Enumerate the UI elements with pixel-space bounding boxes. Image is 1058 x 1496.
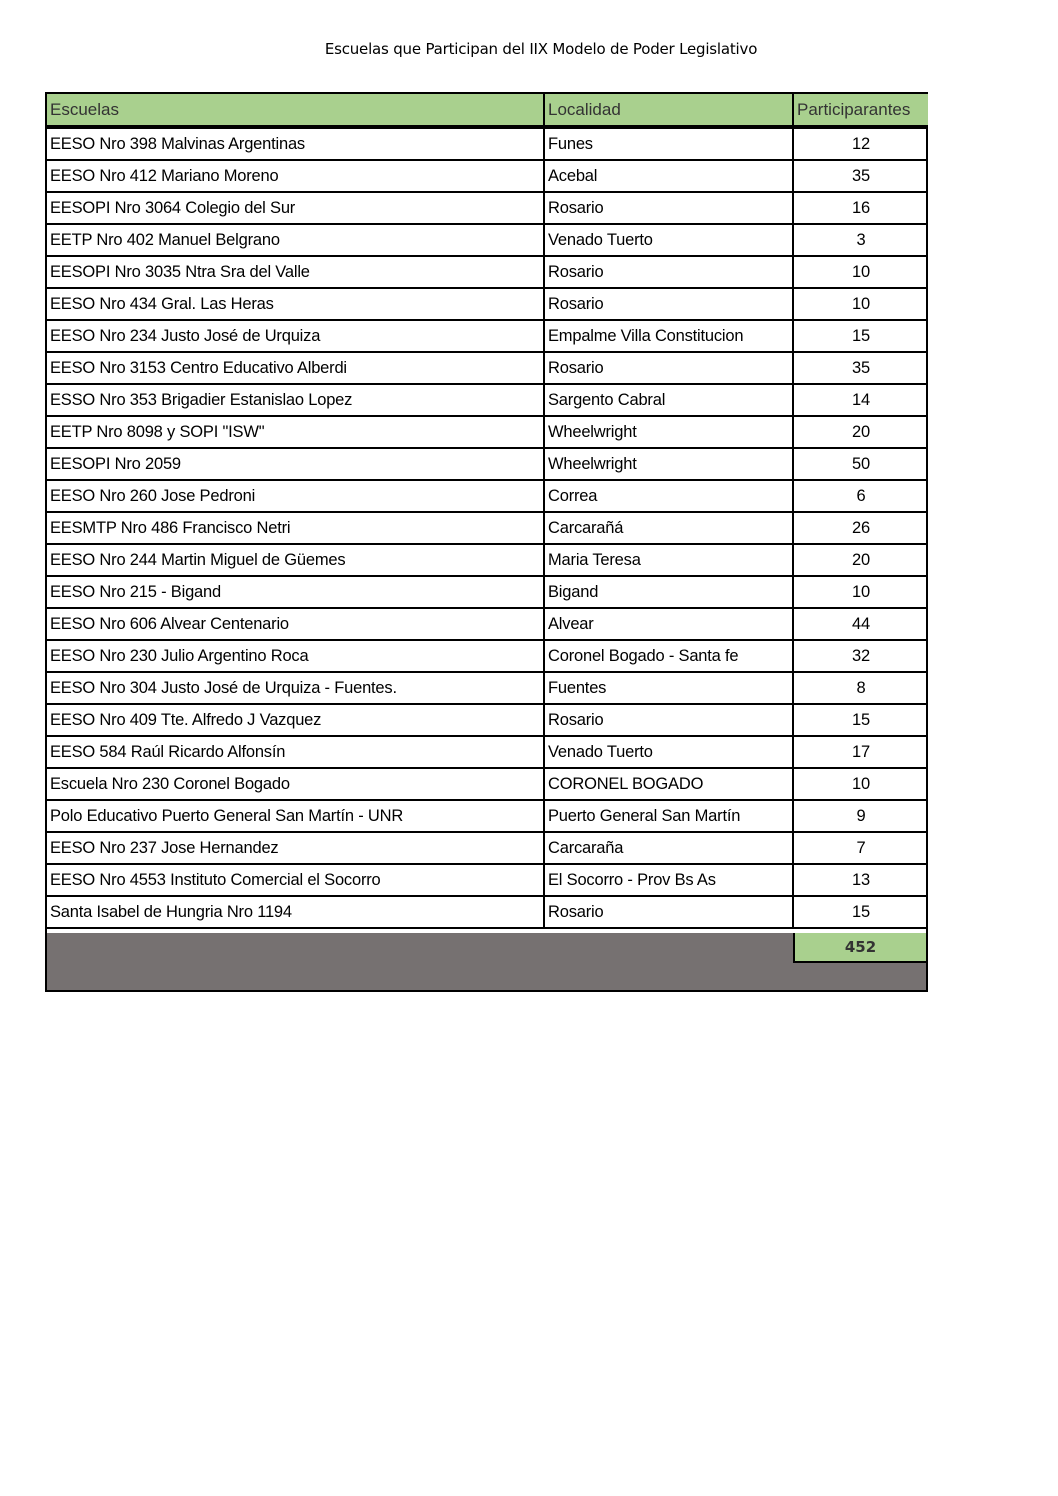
table-row bbox=[47, 384, 928, 416]
header-participantes: Participarantes bbox=[793, 94, 928, 127]
cell-participantes: 16 bbox=[793, 192, 928, 224]
cell-escuela: EESO Nro 434 Gral. Las Heras bbox=[47, 288, 544, 320]
cell-participantes: 10 bbox=[793, 288, 928, 320]
cell-escuela: EESMTP Nro 486 Francisco Netri bbox=[47, 512, 544, 544]
cell-participantes: 6 bbox=[793, 480, 928, 512]
cell-participantes: 44 bbox=[793, 608, 928, 640]
cell-localidad: Wheelwright bbox=[544, 416, 793, 448]
table-row bbox=[47, 896, 928, 928]
table-row bbox=[47, 768, 928, 800]
cell-escuela: EESO Nro 215 - Bigand bbox=[47, 576, 544, 608]
cell-escuela: Santa Isabel de Hungria Nro 1194 bbox=[47, 896, 544, 928]
cell-localidad: Rosario bbox=[544, 192, 793, 224]
cell-participantes: 20 bbox=[793, 416, 928, 448]
cell-participantes: 20 bbox=[793, 544, 928, 576]
cell-escuela: EESOPI Nro 2059 bbox=[47, 448, 544, 480]
cell-participantes: 14 bbox=[793, 384, 928, 416]
schools-table-frame bbox=[45, 92, 928, 992]
table-row bbox=[47, 224, 928, 256]
cell-localidad: El Socorro - Prov Bs As bbox=[544, 864, 793, 896]
cell-escuela: EESO Nro 409 Tte. Alfredo J Vazquez bbox=[47, 704, 544, 736]
cell-escuela: Escuela Nro 230 Coronel Bogado bbox=[47, 768, 544, 800]
table-row bbox=[47, 736, 928, 768]
cell-localidad: Carcarañá bbox=[544, 512, 793, 544]
cell-localidad: Correa bbox=[544, 480, 793, 512]
cell-participantes: 9 bbox=[793, 800, 928, 832]
table-row bbox=[47, 800, 928, 832]
cell-participantes: 17 bbox=[793, 736, 928, 768]
header-escuelas: Escuelas bbox=[47, 94, 544, 127]
table-header-row bbox=[47, 94, 928, 127]
cell-participantes: 13 bbox=[793, 864, 928, 896]
cell-escuela: EESO Nro 606 Alvear Centenario bbox=[47, 608, 544, 640]
table-body bbox=[47, 127, 928, 928]
cell-localidad: Venado Tuerto bbox=[544, 224, 793, 256]
table-row bbox=[47, 704, 928, 736]
table-row bbox=[47, 352, 928, 384]
cell-localidad: Maria Teresa bbox=[544, 544, 793, 576]
table-row bbox=[47, 672, 928, 704]
cell-escuela: EESO Nro 237 Jose Hernandez bbox=[47, 832, 544, 864]
table-row bbox=[47, 288, 928, 320]
cell-localidad: Sargento Cabral bbox=[544, 384, 793, 416]
table-row bbox=[47, 832, 928, 864]
table-row bbox=[47, 320, 928, 352]
cell-escuela: EESO Nro 230 Julio Argentino Roca bbox=[47, 640, 544, 672]
schools-table bbox=[47, 94, 928, 929]
cell-localidad: Fuentes bbox=[544, 672, 793, 704]
cell-escuela: EESO Nro 4553 Instituto Comercial el Socorro bbox=[47, 864, 544, 896]
cell-localidad: Rosario bbox=[544, 288, 793, 320]
cell-participantes: 32 bbox=[793, 640, 928, 672]
total-participantes: 452 bbox=[793, 933, 926, 963]
table-row bbox=[47, 256, 928, 288]
cell-participantes: 26 bbox=[793, 512, 928, 544]
cell-participantes: 10 bbox=[793, 768, 928, 800]
cell-participantes: 15 bbox=[793, 320, 928, 352]
cell-escuela: EETP Nro 8098 y SOPI "ISW" bbox=[47, 416, 544, 448]
cell-participantes: 3 bbox=[793, 224, 928, 256]
cell-localidad: Carcaraña bbox=[544, 832, 793, 864]
cell-localidad: Acebal bbox=[544, 160, 793, 192]
cell-localidad: Bigand bbox=[544, 576, 793, 608]
cell-escuela: EESO 584 Raúl Ricardo Alfonsín bbox=[47, 736, 544, 768]
cell-localidad: Puerto General San Martín bbox=[544, 800, 793, 832]
cell-escuela: EESO Nro 398 Malvinas Argentinas bbox=[47, 127, 544, 160]
cell-localidad: Rosario bbox=[544, 256, 793, 288]
cell-participantes: 10 bbox=[793, 576, 928, 608]
table-row bbox=[47, 416, 928, 448]
table-row bbox=[47, 127, 928, 160]
cell-participantes: 10 bbox=[793, 256, 928, 288]
table-row bbox=[47, 480, 928, 512]
cell-localidad: Funes bbox=[544, 127, 793, 160]
table-row bbox=[47, 160, 928, 192]
table-row bbox=[47, 512, 928, 544]
cell-participantes: 15 bbox=[793, 704, 928, 736]
cell-localidad: CORONEL BOGADO bbox=[544, 768, 793, 800]
table-row bbox=[47, 576, 928, 608]
cell-localidad: Rosario bbox=[544, 896, 793, 928]
cell-localidad: Empalme Villa Constitucion bbox=[544, 320, 793, 352]
document-title: Escuelas que Participan del IIX Modelo de Poder Legislativo bbox=[324, 40, 758, 58]
cell-escuela: EESO Nro 3153 Centro Educativo Alberdi bbox=[47, 352, 544, 384]
cell-localidad: Coronel Bogado - Santa fe bbox=[544, 640, 793, 672]
table-row bbox=[47, 544, 928, 576]
table-row bbox=[47, 608, 928, 640]
header-localidad: Localidad bbox=[544, 94, 793, 127]
table-row bbox=[47, 192, 928, 224]
table-row bbox=[47, 864, 928, 896]
cell-escuela: EESO Nro 244 Martin Miguel de Güemes bbox=[47, 544, 544, 576]
cell-escuela: EETP Nro 402 Manuel Belgrano bbox=[47, 224, 544, 256]
cell-localidad: Rosario bbox=[544, 704, 793, 736]
cell-participantes: 50 bbox=[793, 448, 928, 480]
cell-escuela: EESOPI Nro 3064 Colegio del Sur bbox=[47, 192, 544, 224]
cell-localidad: Venado Tuerto bbox=[544, 736, 793, 768]
table-row bbox=[47, 448, 928, 480]
cell-participantes: 12 bbox=[793, 127, 928, 160]
cell-participantes: 15 bbox=[793, 896, 928, 928]
cell-participantes: 8 bbox=[793, 672, 928, 704]
table-row bbox=[47, 640, 928, 672]
cell-escuela: EESO Nro 412 Mariano Moreno bbox=[47, 160, 544, 192]
cell-escuela: EESOPI Nro 3035 Ntra Sra del Valle bbox=[47, 256, 544, 288]
cell-localidad: Wheelwright bbox=[544, 448, 793, 480]
cell-escuela: ESSO Nro 353 Brigadier Estanislao Lopez bbox=[47, 384, 544, 416]
cell-participantes: 35 bbox=[793, 160, 928, 192]
cell-escuela: EESO Nro 260 Jose Pedroni bbox=[47, 480, 544, 512]
cell-escuela: Polo Educativo Puerto General San Martín - UNR bbox=[47, 800, 544, 832]
cell-localidad: Alvear bbox=[544, 608, 793, 640]
cell-escuela: EESO Nro 234 Justo José de Urquiza bbox=[47, 320, 544, 352]
cell-participantes: 7 bbox=[793, 832, 928, 864]
cell-localidad: Rosario bbox=[544, 352, 793, 384]
cell-participantes: 35 bbox=[793, 352, 928, 384]
cell-escuela: EESO Nro 304 Justo José de Urquiza - Fuentes. bbox=[47, 672, 544, 704]
